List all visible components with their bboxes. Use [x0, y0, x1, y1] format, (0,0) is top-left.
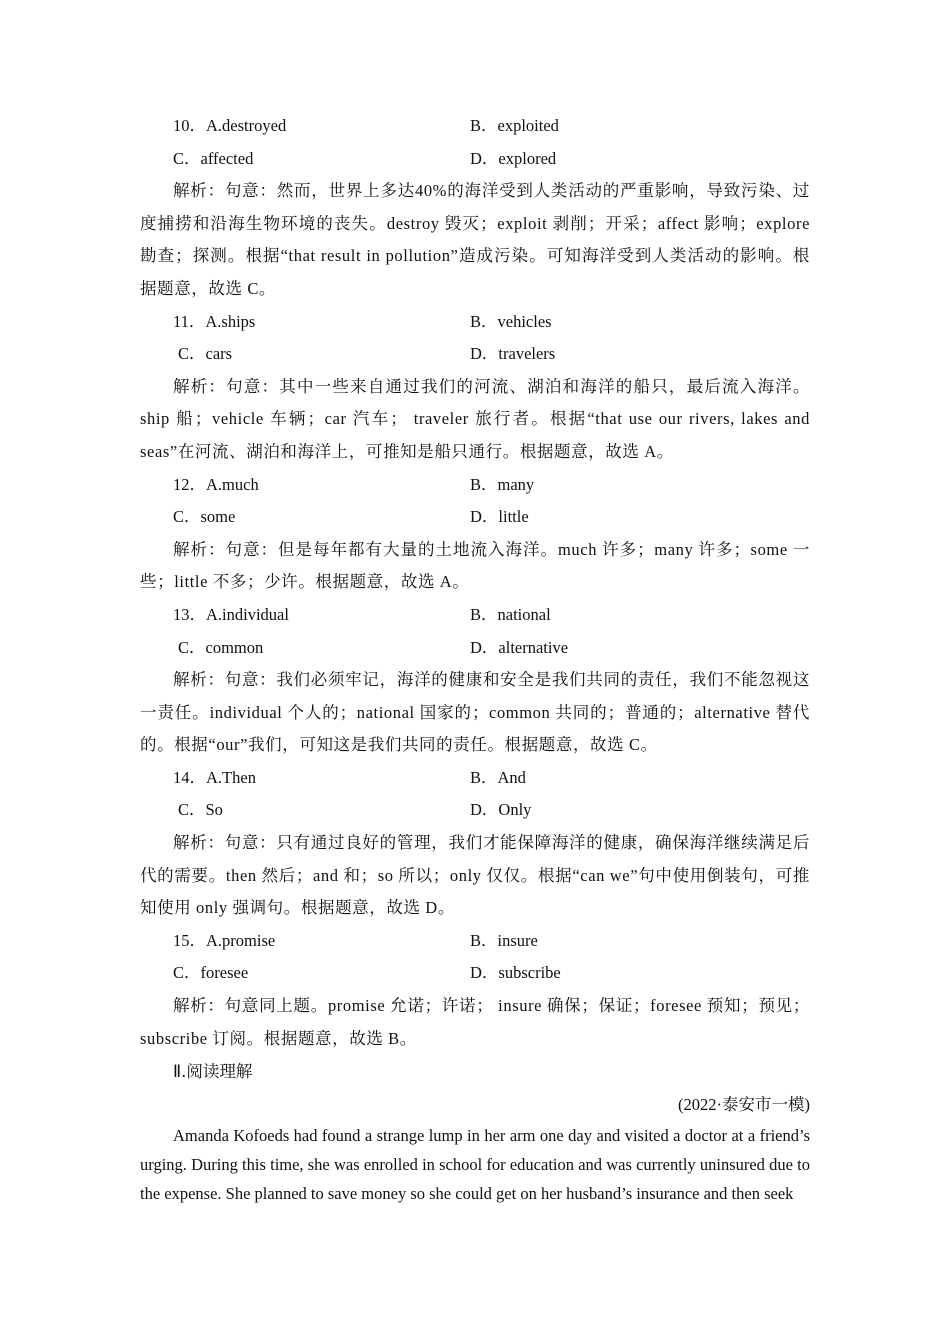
option-d: D．alternative [470, 637, 569, 657]
option-a: 15．A.promise [173, 930, 276, 950]
option-b: B．many [470, 474, 535, 494]
option-a: 10．A.destroyed [173, 116, 287, 135]
option-c: C．So [178, 800, 223, 820]
option-a: 13．A.individual [173, 604, 289, 624]
option-c: C．some [173, 507, 236, 527]
option-d: D．little [470, 507, 529, 527]
option-d: D．travelers [470, 344, 556, 364]
document-page [140, 110, 810, 1208]
option-b: B．exploited [470, 116, 559, 135]
option-b: B．insure [470, 930, 538, 950]
question-10-analysis: 解析：句意：然而，世界上多达40%的海洋受到人类活动的严重影响，导致污染、过度捕捞和沿海生物环境的丧失。destroy 毁灭；exploit 剥削；开采；affect 影响；explore 勘查；探测。根据“that result in pollution”造成污染。可知海洋受到人类活动的影响。根据题意，故选 C。 [140, 181, 810, 298]
question-13-analysis: 解析：句意：我们必须牢记，海洋的健康和安全是我们共同的责任，我们不能忽视这一责任。individual 个人的；national 国家的；common 共同的；普通的；alternative 替代的。根据“our”我们，可知这是我们共同的责任。根据题意，故选 C。 [140, 670, 810, 755]
option-d: D．explored [470, 148, 557, 168]
option-d: D．subscribe [470, 963, 561, 983]
option-a: 11．A.ships [173, 311, 256, 331]
question-13-options-ab [140, 599, 810, 632]
question-12-analysis: 解析：句意：但是每年都有大量的土地流入海洋。much 许多；many 许多；some 一些；little 不多；少许。根据题意，故选 A。 [140, 539, 810, 592]
question-11-options-ab [140, 306, 810, 339]
question-14-options-cd [140, 794, 810, 827]
question-15-options-ab [140, 925, 810, 958]
option-a: 12．A.much [173, 474, 259, 494]
option-c: C．foresee [173, 963, 249, 983]
option-c: C．cars [178, 344, 233, 364]
question-13-options-cd [140, 632, 810, 665]
option-b: B．And [470, 767, 526, 787]
question-15-options-cd [140, 957, 810, 990]
option-d: D．Only [470, 800, 532, 820]
question-12-options-cd [140, 501, 810, 534]
option-b: B．national [470, 604, 551, 624]
reading-passage: Amanda Kofoeds had found a strange lump in her arm one day and visited a doctor at a friend’s urging. During this time, she was enrolled in school for education and was currently uninsured due to the expense. She planned to save money so she could get on her husband’s insurance and then seek [140, 1126, 810, 1204]
question-15-analysis: 解析：句意同上题。promise 允诺；许诺； insure 确保；保证；foresee 预知；预见；subscribe 订阅。根据题意，故选 B。 [140, 996, 810, 1048]
question-10-options-ab [140, 110, 810, 143]
section-title: Ⅱ.阅读理解 [173, 1062, 253, 1082]
option-a: 14．A.Then [173, 767, 256, 787]
option-b: B．vehicles [470, 311, 552, 331]
source-citation: (2022·泰安市一模) [678, 1095, 810, 1115]
option-c: C．affected [173, 148, 254, 168]
question-11-analysis: 解析：句意：其中一些来自通过我们的河流、湖泊和海洋的船只，最后流入海洋。ship 船；vehicle 车辆；car 汽车； traveler 旅行者。根据“that use our rivers, lakes and seas”在河流、湖泊和海洋上，可推知是船只通行。根据题意，故选 A。 [140, 376, 810, 461]
question-14-options-ab [140, 762, 810, 795]
question-12-options-ab [140, 469, 810, 502]
question-10-options-cd [140, 143, 810, 176]
question-11-options-cd [140, 338, 810, 371]
question-14-analysis: 解析：句意：只有通过良好的管理，我们才能保障海洋的健康，确保海洋继续满足后代的需要。then 然后；and 和；so 所以；only 仅仅。根据“can we”句中使用倒装句，可推知使用 only 强调句。根据题意，故选 D。 [140, 833, 810, 918]
option-c: C．common [178, 637, 264, 657]
